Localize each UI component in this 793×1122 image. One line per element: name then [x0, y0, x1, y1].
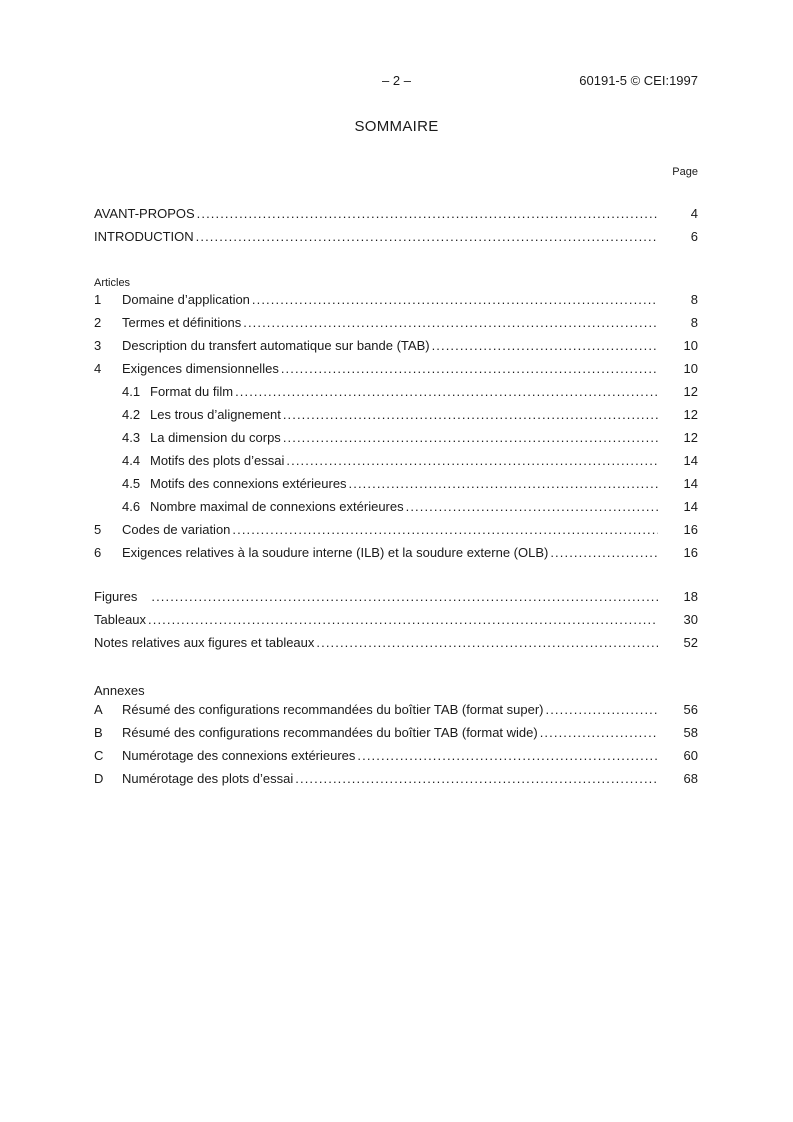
- dot-leader: [232, 522, 658, 537]
- toc-entry-title: Exigences relatives à la soudure interne (ILB) et la soudure externe (OLB): [122, 545, 549, 560]
- dot-leader: [550, 545, 658, 560]
- toc-entry-title: Tableaux: [94, 612, 147, 627]
- toc-entry[interactable]: [94, 725, 698, 748]
- toc-entry-page: 16: [683, 522, 698, 537]
- dot-leader: [349, 476, 658, 491]
- toc-entry[interactable]: [94, 361, 698, 384]
- dot-leader: [283, 407, 658, 422]
- page-number: – 2 –: [382, 73, 411, 88]
- toc-entry-title: Notes relatives aux figures et tableaux: [94, 635, 315, 650]
- dot-leader: [283, 430, 658, 445]
- toc-entry-title: Domaine d’application: [122, 292, 250, 307]
- toc-entry[interactable]: [94, 522, 698, 545]
- dot-leader: [252, 292, 658, 307]
- toc-entry-page: 8: [690, 315, 698, 330]
- toc-subentry[interactable]: [94, 384, 698, 407]
- toc-subentry[interactable]: [94, 499, 698, 522]
- toc-entry[interactable]: [94, 748, 698, 771]
- toc-entry-number: 4.2: [122, 407, 141, 422]
- toc-entry-number: C: [94, 748, 104, 763]
- toc-entry-avant-propos[interactable]: [94, 206, 698, 229]
- toc-entry-page: 6: [690, 229, 698, 244]
- toc-entry-number: 4.3: [122, 430, 141, 445]
- dot-leader: [281, 361, 658, 376]
- toc-entry-number: 4.5: [122, 476, 141, 491]
- annexes-label: Annexes: [94, 683, 145, 698]
- toc-entry-title: Codes de variation: [122, 522, 231, 537]
- toc-entry-number: 6: [94, 545, 102, 560]
- dot-leader: [151, 589, 658, 604]
- toc-entry-page: 10: [683, 361, 698, 376]
- dot-leader: [243, 315, 658, 330]
- toc-entry-page: 56: [683, 702, 698, 717]
- toc-lists: [94, 589, 698, 658]
- toc-entry-page: 12: [683, 407, 698, 422]
- toc-entry-number: 4.6: [122, 499, 141, 514]
- toc-entry-title: Les trous d’alignement: [150, 407, 281, 422]
- toc-entry-title: La dimension du corps: [150, 430, 281, 445]
- toc-entry-page: 14: [683, 453, 698, 468]
- toc-entry-number: 5: [94, 522, 102, 537]
- toc-entry[interactable]: [94, 702, 698, 725]
- toc-entry-title: Termes et définitions: [122, 315, 242, 330]
- dot-leader: [197, 206, 658, 221]
- toc-front-matter: [94, 206, 698, 252]
- toc-entry-title: Numérotage des plots d’essai: [122, 771, 294, 786]
- toc-entry-number: A: [94, 702, 103, 717]
- toc-articles: [94, 274, 698, 568]
- toc-entry-title: Numérotage des connexions extérieures: [122, 748, 356, 763]
- toc-entry-title: Résumé des configurations recommandées du boîtier TAB (format super): [122, 702, 544, 717]
- toc-entry-title: Format du film: [150, 384, 234, 399]
- toc-entry-number: 4.4: [122, 453, 141, 468]
- toc-subentry[interactable]: [94, 476, 698, 499]
- toc-entry-figures[interactable]: [94, 589, 698, 612]
- toc-entry-page: 8: [690, 292, 698, 307]
- dot-leader: [316, 635, 658, 650]
- toc-entry-tableaux[interactable]: [94, 612, 698, 635]
- toc-entry-introduction[interactable]: [94, 229, 698, 252]
- toc-entry[interactable]: [94, 771, 698, 794]
- toc-entry-number: 4: [94, 361, 102, 376]
- toc-subentry[interactable]: [94, 430, 698, 453]
- toc-entry[interactable]: [94, 315, 698, 338]
- toc-entry-page: 30: [683, 612, 698, 627]
- toc-entry-title: Résumé des configurations recommandées du boîtier TAB (format wide): [122, 725, 538, 740]
- toc-entry-title: AVANT-PROPOS: [94, 206, 195, 221]
- toc-entry-page: 68: [683, 771, 698, 786]
- toc-entry-page: 14: [683, 499, 698, 514]
- dot-leader: [235, 384, 658, 399]
- toc-entry-title: Motifs des plots d’essai: [150, 453, 285, 468]
- dot-leader: [286, 453, 658, 468]
- toc-entry-page: 16: [683, 545, 698, 560]
- toc-entry-number: B: [94, 725, 103, 740]
- toc-entry-title: Exigences dimensionnelles: [122, 361, 279, 376]
- toc-entry-page: 12: [683, 384, 698, 399]
- dot-leader: [546, 702, 659, 717]
- dot-leader: [357, 748, 658, 763]
- toc-entry-page: 14: [683, 476, 698, 491]
- page-column-label: Page: [672, 166, 698, 178]
- toc-entry-page: 52: [683, 635, 698, 650]
- toc-entry-page: 60: [683, 748, 698, 763]
- toc-entry-number: D: [94, 771, 104, 786]
- toc-entry[interactable]: [94, 338, 698, 361]
- dot-leader: [295, 771, 658, 786]
- toc-entry-page: 18: [683, 589, 698, 604]
- toc-entry-notes[interactable]: [94, 635, 698, 658]
- dot-leader: [432, 338, 658, 353]
- dot-leader: [148, 612, 658, 627]
- toc-entry[interactable]: [94, 292, 698, 315]
- toc-entry-page: 58: [683, 725, 698, 740]
- toc-entry-title: Description du transfert automatique sur bande (TAB): [122, 338, 430, 353]
- toc-entry-number: 3: [94, 338, 102, 353]
- toc-entry-page: 4: [690, 206, 698, 221]
- toc-annexes: [94, 679, 698, 794]
- dot-leader: [406, 499, 658, 514]
- toc-entry-title: Figures: [94, 589, 138, 604]
- document-reference: 60191-5 © CEI:1997: [579, 73, 698, 88]
- toc-entry-title: INTRODUCTION: [94, 229, 194, 244]
- articles-label: Articles: [94, 277, 131, 289]
- toc-entry-number: 1: [94, 292, 102, 307]
- toc-entry-number: 4.1: [122, 384, 141, 399]
- page-title: SOMMAIRE: [354, 118, 439, 135]
- toc-entry-page: 12: [683, 430, 698, 445]
- dot-leader: [540, 725, 658, 740]
- toc-entry[interactable]: [94, 545, 698, 568]
- toc-entry-page: 10: [683, 338, 698, 353]
- dot-leader: [196, 229, 658, 244]
- toc-entry-title: Motifs des connexions extérieures: [150, 476, 347, 491]
- toc-entry-title: Nombre maximal de connexions extérieures: [150, 499, 404, 514]
- toc-subentry[interactable]: [94, 453, 698, 476]
- toc-subentry[interactable]: [94, 407, 698, 430]
- toc-entry-number: 2: [94, 315, 102, 330]
